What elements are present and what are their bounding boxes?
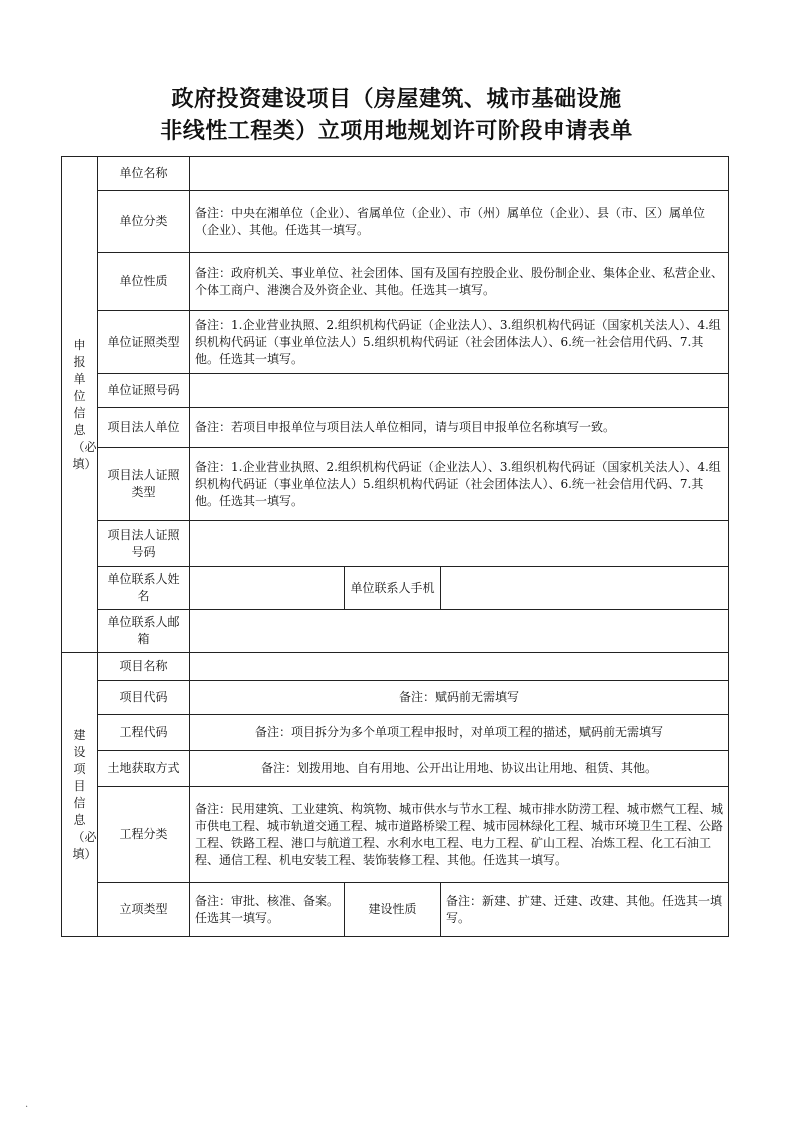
- cert-type-label: 单位证照类型: [98, 311, 190, 374]
- eng-code-label: 工程代码: [98, 715, 190, 751]
- project-name-field[interactable]: [190, 653, 729, 681]
- build-nature-field[interactable]: 备注：新建、扩建、迁建、改建、其他。任选其一填写。: [441, 883, 729, 937]
- project-code-label: 项目代码: [98, 681, 190, 715]
- table-row: [62, 883, 729, 937]
- unit-nature-label: 单位性质: [98, 253, 190, 311]
- form-title-line-2: 非线性工程类）立项用地规划许可阶段申请表单: [160, 118, 633, 144]
- unit-category-label: 单位分类: [98, 191, 190, 253]
- eng-class-field[interactable]: 备注：民用建筑、工业建筑、构筑物、城市供水与节水工程、城市排水防涝工程、城市燃气工程、城市供电工程、城市轨道交通工程、城市道路桥梁工程、城市园林绿化工程、城市环境卫生工程、公路工程、铁路工程、港口与航道工程、水利水电工程、电力工程、矿山工程、冶炼工程、化工石油工程、通信工程、机电安装工程、装饰装修工程、其他。任选其一填写。: [190, 787, 729, 883]
- legal-unit-field[interactable]: 备注：若项目申报单位与项目法人单位相同，请与项目申报单位名称填写一致。: [190, 408, 729, 448]
- eng-code-field[interactable]: 备注：项目拆分为多个单项工程申报时，对单项工程的描述，赋码前无需填写: [190, 715, 729, 751]
- table-row: [62, 715, 729, 751]
- table-row: [62, 681, 729, 715]
- footer-mark: .: [25, 1099, 29, 1110]
- approval-type-label: 立项类型: [98, 883, 190, 937]
- build-nature-label: 建设性质: [345, 883, 441, 937]
- table-row: [62, 253, 729, 311]
- table-row: [62, 610, 729, 653]
- unit-nature-field[interactable]: 备注：政府机关、事业单位、社会团体、国有及国有控股企业、股份制企业、集体企业、私营企业、个体工商户、港澳合及外资企业、其他。任选其一填写。: [190, 253, 729, 311]
- contact-email-label: 单位联系人邮箱: [98, 610, 190, 653]
- unit-name-label: 单位名称: [98, 157, 190, 191]
- table-row: [62, 191, 729, 253]
- table-row: [62, 311, 729, 374]
- land-acquisition-label: 土地获取方式: [98, 751, 190, 787]
- application-form-table: [61, 156, 729, 937]
- project-name-label: 项目名称: [98, 653, 190, 681]
- approval-type-field[interactable]: 备注：审批、核准、备案。任选其一填写。: [190, 883, 345, 937]
- project-code-field[interactable]: 备注：赋码前无需填写: [190, 681, 729, 715]
- form-title-line-1: 政府投资建设项目（房屋建筑、城市基础设施: [171, 86, 622, 112]
- section-label-project: 建设项目信息（必填）: [62, 653, 98, 937]
- eng-class-label: 工程分类: [98, 787, 190, 883]
- table-row: [62, 653, 729, 681]
- unit-category-field[interactable]: 备注：中央在湘单位（企业）、省属单位（企业）、市（州）属单位（企业）、县（市、区）属单位（企业）、其他。任选其一填写。: [190, 191, 729, 253]
- unit-name-field[interactable]: [190, 157, 729, 191]
- table-row: [62, 521, 729, 567]
- section-label-applicant: 申报单位信息（必填）: [62, 157, 98, 653]
- contact-phone-label: 单位联系人手机: [345, 567, 441, 610]
- contact-email-field[interactable]: [190, 610, 729, 653]
- legal-cert-no-field[interactable]: [190, 521, 729, 567]
- table-row: [62, 751, 729, 787]
- cert-no-field[interactable]: [190, 374, 729, 408]
- cert-no-label: 单位证照号码: [98, 374, 190, 408]
- table-row: [62, 787, 729, 883]
- legal-cert-type-field[interactable]: 备注：1.企业营业执照、2.组织机构代码证（企业法人）、3.组织机构代码证（国家机关法人）、4.组织机构代码证（事业单位法人）5.组织机构代码证（社会团体法人）、6.统一社会信用代码、7.其他。任选其一填写。: [190, 448, 729, 521]
- legal-unit-label: 项目法人单位: [98, 408, 190, 448]
- table-row: [62, 374, 729, 408]
- legal-cert-no-label: 项目法人证照号码: [98, 521, 190, 567]
- table-row: [62, 448, 729, 521]
- contact-name-field[interactable]: [190, 567, 345, 610]
- land-acquisition-field[interactable]: 备注：划拨用地、自有用地、公开出让用地、协议出让用地、租赁、其他。: [190, 751, 729, 787]
- table-row: [62, 157, 729, 191]
- table-row: [62, 567, 729, 610]
- contact-phone-field[interactable]: [441, 567, 729, 610]
- table-row: [62, 408, 729, 448]
- contact-name-label: 单位联系人姓名: [98, 567, 190, 610]
- legal-cert-type-label: 项目法人证照类型: [98, 448, 190, 521]
- cert-type-field[interactable]: 备注：1.企业营业执照、2.组织机构代码证（企业法人）、3.组织机构代码证（国家机关法人）、4.组织机构代码证（事业单位法人）5.组织机构代码证（社会团体法人）、6.统一社会信用代码、7.其他。任选其一填写。: [190, 311, 729, 374]
